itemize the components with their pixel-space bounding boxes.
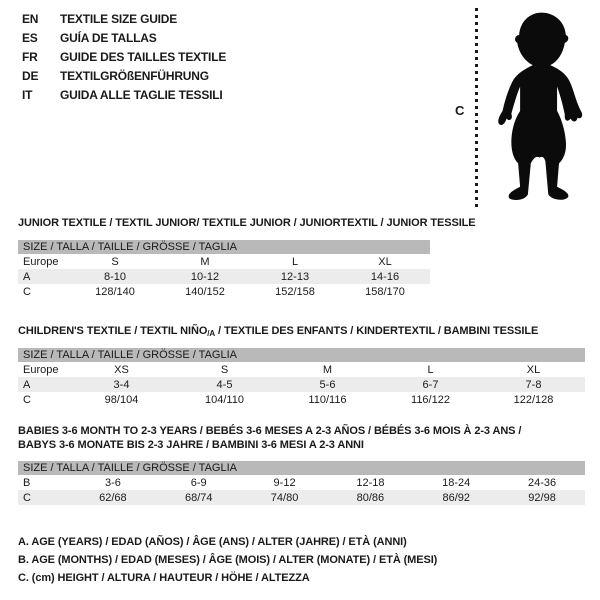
language-title: GUIDE DES TAILLES TEXTILE (60, 49, 227, 64)
children-size-table (18, 348, 585, 407)
table-cell: XL (378, 255, 392, 268)
row-label: B (23, 476, 31, 489)
table-row (18, 392, 585, 407)
language-row-it (22, 85, 226, 104)
language-code: DE (22, 68, 39, 83)
table-row (18, 377, 585, 392)
size-header-bar: SIZE / TALLA / TAILLE / GRÖSSE / TAGLIA (18, 348, 585, 362)
table-cell: S (111, 255, 119, 268)
children-title-pre: CHILDREN'S TEXTILE / TEXTIL NIÑO (18, 325, 208, 337)
junior-section-title: JUNIOR TEXTILE / TEXTIL JUNIOR/ TEXTILE JUNIOR / JUNIORTEXTIL / JUNIOR TESSILE (18, 217, 476, 229)
table-cell: 92/98 (528, 491, 556, 504)
table-cell: XS (114, 363, 129, 376)
junior-size-table (18, 240, 430, 299)
table-cell: 86/92 (442, 491, 470, 504)
row-label: C (23, 285, 31, 298)
table-cell: 104/110 (205, 393, 244, 406)
table-row (18, 475, 585, 490)
table-cell: 122/128 (513, 393, 554, 406)
language-title: TEXTILE SIZE GUIDE (60, 11, 178, 26)
language-code: EN (22, 11, 39, 26)
table-cell: 6-7 (422, 378, 439, 391)
children-section-title (18, 324, 538, 341)
table-row (18, 269, 430, 284)
language-row-es (22, 28, 226, 47)
note-age-months: B. AGE (MONTHS) / EDAD (MESES) / ÂGE (MOIS) / ALTER (MONATE) / ETÀ (MESI) (18, 554, 438, 566)
table-cell: 116/122 (411, 393, 450, 406)
size-header-bar: SIZE / TALLA / TAILLE / GRÖSSE / TAGLIA (18, 461, 585, 475)
table-cell: 4-5 (216, 378, 233, 391)
note-age-years: A. AGE (YEARS) / EDAD (AÑOS) / ÂGE (ANS) / ALTER (JAHRE) / ETÀ (ANNI) (18, 536, 407, 548)
language-title: GUÍA DE TALLAS (60, 30, 157, 45)
table-cell: 68/74 (184, 491, 213, 504)
table-cell: 8-10 (103, 270, 127, 283)
size-header-bar: SIZE / TALLA / TAILLE / GRÖSSE / TAGLIA (18, 240, 430, 254)
baby-silhouette-image (488, 7, 595, 207)
table-cell: M (322, 363, 333, 376)
height-measure-label: C (455, 103, 465, 118)
table-cell: XL (526, 363, 541, 376)
table-cell: 128/140 (95, 285, 135, 298)
language-title: GUIDA ALLE TAGLIE TESSILI (60, 87, 223, 102)
babies-size-table (18, 461, 585, 505)
table-cell: 18-24 (442, 476, 471, 489)
table-cell: 12-13 (280, 270, 310, 283)
row-label: C (23, 393, 31, 406)
table-cell: 24-36 (527, 476, 557, 489)
table-cell: 3-6 (104, 476, 121, 489)
table-cell: 12-18 (356, 476, 385, 489)
babies-section-title (18, 424, 521, 452)
children-title-subscript: /A (207, 329, 216, 338)
babies-title-line2: BABYS 3-6 MONATE BIS 2-3 JAHRE / BAMBINI 3-6 MESI A 2-3 ANNI (18, 439, 364, 451)
table-cell: M (200, 255, 210, 268)
row-label: Europe (23, 363, 59, 376)
table-cell: 98/104 (104, 393, 139, 406)
language-code: FR (22, 49, 38, 64)
table-cell: L (427, 363, 434, 376)
table-cell: 9-12 (273, 476, 296, 489)
legend-notes (18, 533, 437, 587)
table-cell: 158/170 (365, 285, 405, 298)
note-height-cm: C. (cm) HEIGHT / ALTURA / HAUTEUR / HÖHE / ALTEZZA (18, 572, 310, 584)
table-cell: 10-12 (190, 270, 220, 283)
children-title-post: / TEXTILE DES ENFANTS / KINDERTEXTIL / BAMBINI TESSILE (215, 325, 539, 337)
table-cell: 140/152 (185, 285, 225, 298)
table-row (18, 284, 430, 299)
row-label: C (23, 491, 31, 504)
table-cell: 6-9 (190, 476, 207, 489)
language-code: ES (22, 30, 38, 45)
table-row (18, 490, 585, 505)
row-label: A (23, 270, 31, 283)
row-label: Europe (23, 255, 59, 268)
language-row-fr (22, 47, 226, 66)
language-title: TEXTILGRÖßENFÜHRUNG (60, 68, 209, 83)
table-cell: 62/68 (99, 491, 127, 504)
table-cell: 80/86 (356, 491, 385, 504)
babies-title-line1: BABIES 3-6 MONTH TO 2-3 YEARS / BEBÉS 3-6 MESES A 2-3 AÑOS / BÉBÉS 3-6 MOIS À 2-3 ANS / (18, 425, 522, 437)
language-code: IT (22, 87, 33, 102)
table-cell: 14-16 (370, 270, 400, 283)
language-row-en (22, 9, 226, 28)
table-cell: 110/116 (308, 393, 347, 406)
table-row (18, 254, 430, 269)
table-cell: 5-6 (319, 378, 336, 391)
table-cell: 3-4 (113, 378, 130, 391)
language-row-de (22, 66, 226, 85)
language-list (22, 9, 226, 104)
height-dashed-line (475, 8, 478, 209)
table-cell: 152/158 (275, 285, 315, 298)
row-label: A (23, 378, 31, 391)
table-cell: S (220, 363, 229, 376)
table-row (18, 362, 585, 377)
table-cell: 74/80 (270, 491, 299, 504)
table-cell: L (291, 255, 299, 268)
table-cell: 7-8 (525, 378, 542, 391)
